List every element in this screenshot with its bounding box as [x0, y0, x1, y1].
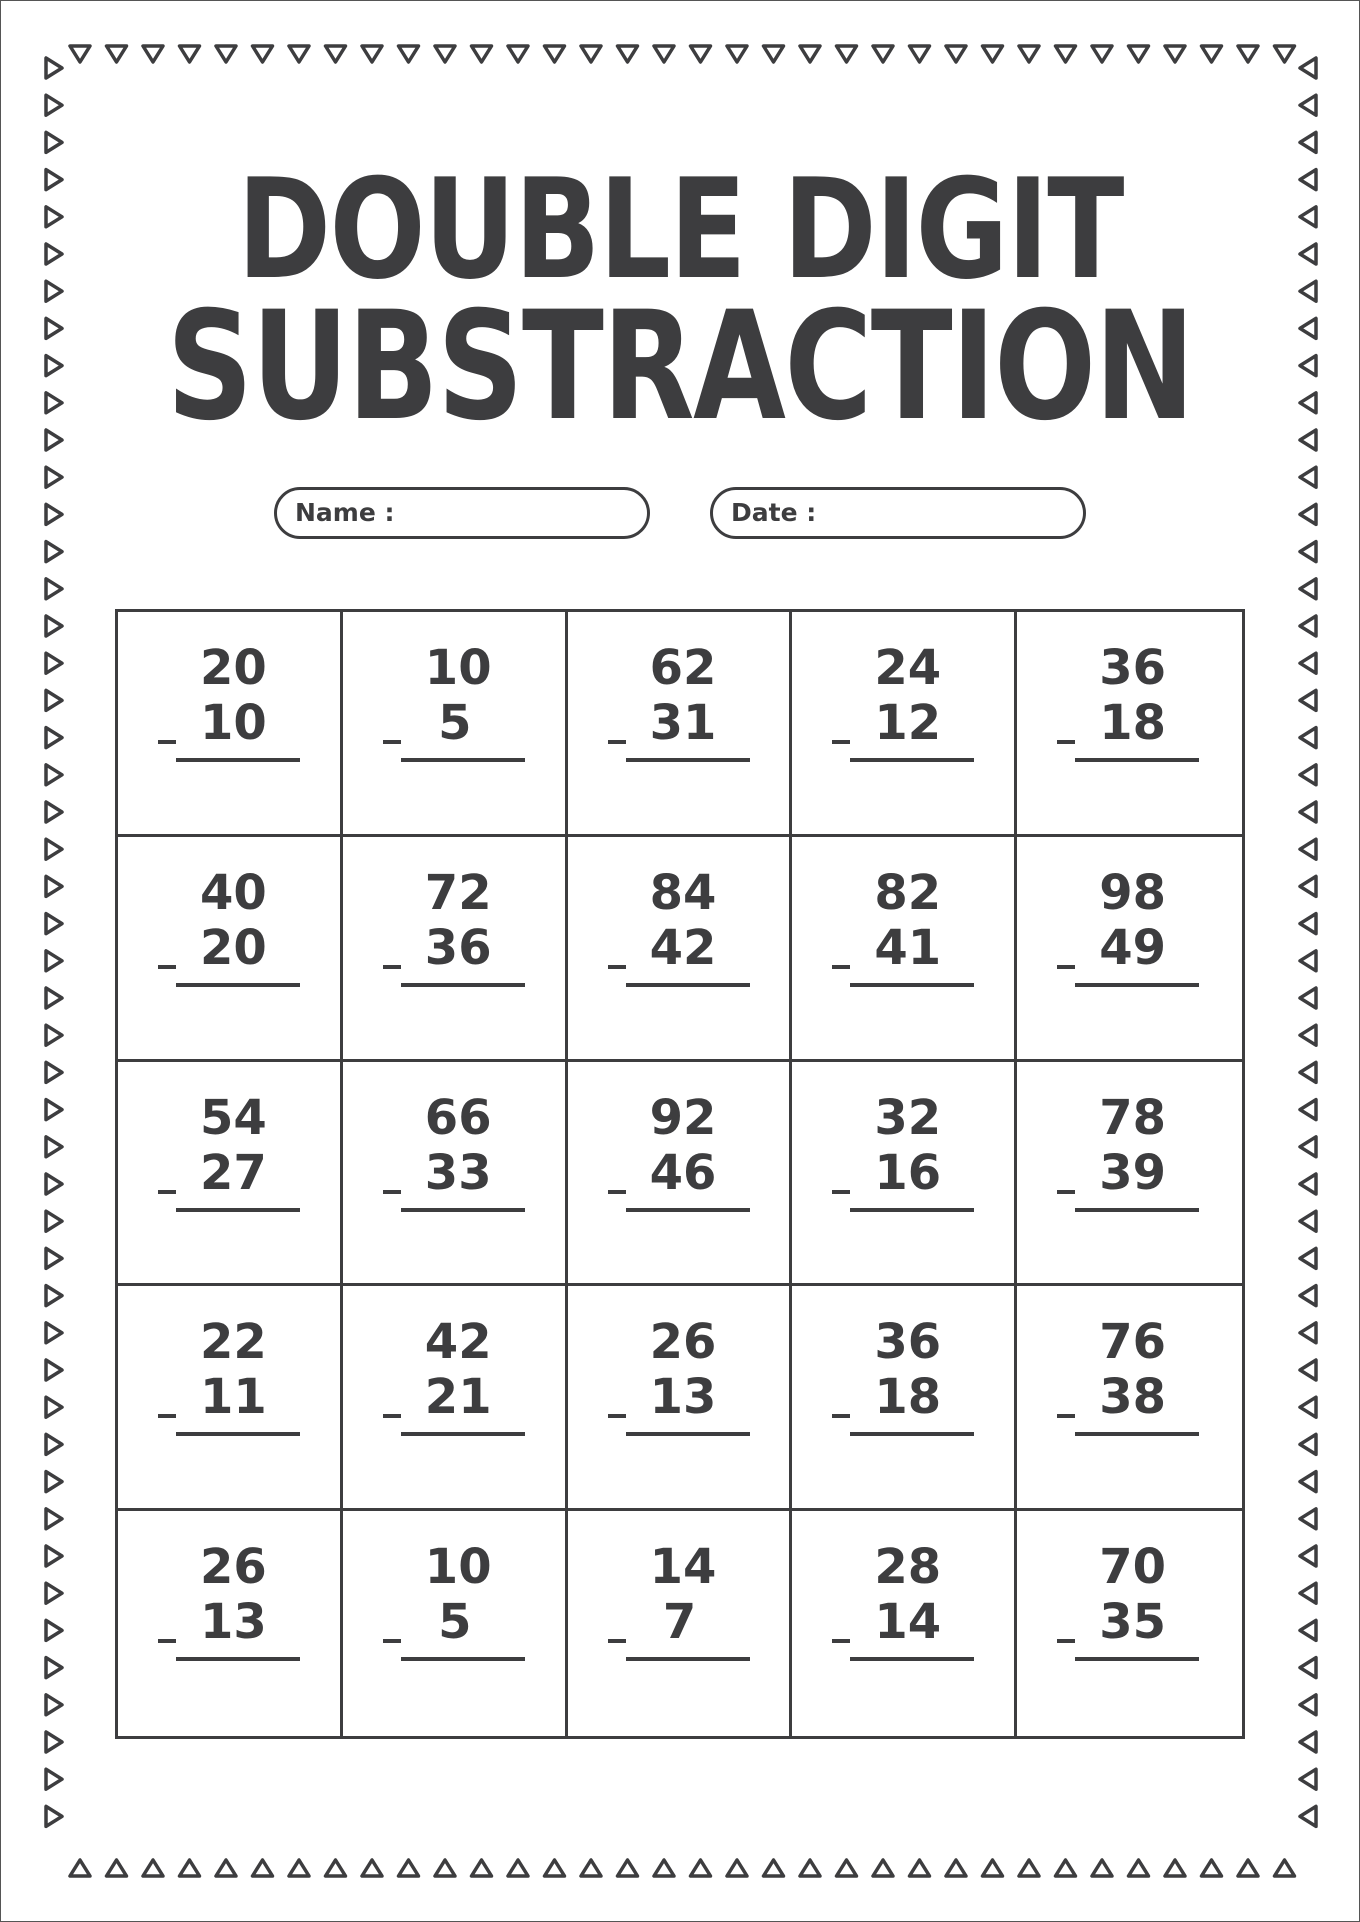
subtrahend: 5	[438, 695, 472, 751]
subtrahend: 20	[200, 919, 267, 976]
answer-line[interactable]	[626, 983, 750, 987]
subtrahend: 38	[1099, 1369, 1166, 1426]
answer-line[interactable]	[1075, 1657, 1199, 1661]
subtrahend: 14	[874, 1594, 942, 1651]
minuend: 26	[200, 1539, 267, 1596]
minuend: 78	[1099, 1089, 1166, 1146]
minus-sign-icon	[383, 1639, 401, 1643]
subtrahend: 18	[874, 1369, 942, 1426]
minuend: 22	[200, 1314, 267, 1371]
minuend: 26	[649, 1314, 717, 1371]
minuend: 42	[424, 1314, 492, 1371]
answer-line[interactable]	[176, 1657, 300, 1661]
minus-sign-icon	[1057, 1639, 1075, 1643]
name-field[interactable]	[274, 487, 650, 539]
minus-sign-icon	[608, 1414, 626, 1418]
subtrahend: 18	[1099, 695, 1166, 751]
problem-cell[interactable]	[343, 1062, 568, 1287]
answer-line[interactable]	[626, 1208, 750, 1212]
minus-sign-icon	[158, 1414, 176, 1418]
answer-line[interactable]	[176, 758, 300, 762]
problem-cell[interactable]	[343, 837, 568, 1062]
minuend: 36	[874, 1314, 942, 1371]
minus-sign-icon	[1057, 965, 1075, 969]
date-field[interactable]	[710, 487, 1086, 539]
minuend: 76	[1099, 1314, 1166, 1371]
subtrahend: 13	[200, 1594, 267, 1651]
answer-line[interactable]	[626, 758, 750, 762]
minuend: 98	[1099, 864, 1166, 921]
problem-cell[interactable]	[343, 1511, 568, 1736]
answer-line[interactable]	[1075, 1208, 1199, 1212]
answer-line[interactable]	[176, 1208, 300, 1212]
minus-sign-icon	[608, 740, 626, 744]
subtrahend: 12	[874, 695, 942, 751]
minus-sign-icon	[158, 965, 176, 969]
answer-line[interactable]	[626, 1432, 750, 1436]
subtrahend: 41	[874, 919, 942, 976]
problem-cell[interactable]	[1017, 1286, 1242, 1511]
minuend: 20	[200, 640, 267, 696]
minuend: 82	[874, 864, 942, 921]
problem-cell[interactable]	[343, 1286, 568, 1511]
minuend: 84	[649, 864, 717, 921]
minuend: 66	[424, 1089, 492, 1146]
problem-cell[interactable]	[568, 1062, 793, 1287]
answer-line[interactable]	[850, 1432, 974, 1436]
minus-sign-icon	[832, 1414, 850, 1418]
problem-cell[interactable]	[568, 1511, 793, 1736]
subtrahend: 13	[649, 1369, 717, 1426]
problem-cell[interactable]	[1017, 837, 1242, 1062]
answer-line[interactable]	[1075, 1432, 1199, 1436]
minuend: 54	[200, 1089, 267, 1146]
subtrahend: 21	[424, 1369, 492, 1426]
subtrahend: 10	[200, 695, 267, 751]
problem-cell[interactable]	[568, 612, 793, 837]
subtrahend: 31	[649, 695, 717, 751]
answer-line[interactable]	[401, 1432, 525, 1436]
subtrahend: 42	[649, 919, 717, 976]
minus-sign-icon	[158, 1190, 176, 1194]
problem-cell[interactable]	[792, 612, 1017, 837]
minus-sign-icon	[832, 740, 850, 744]
minuend: 24	[874, 640, 942, 696]
minus-sign-icon	[383, 1190, 401, 1194]
minus-sign-icon	[608, 965, 626, 969]
subtrahend: 46	[649, 1144, 717, 1201]
subtrahend: 16	[874, 1144, 942, 1201]
minuend: 72	[424, 864, 492, 921]
minuend: 92	[649, 1089, 717, 1146]
subtrahend: 27	[200, 1144, 267, 1201]
minus-sign-icon	[832, 1639, 850, 1643]
minuend: 32	[874, 1089, 942, 1146]
answer-line[interactable]	[850, 983, 974, 987]
minus-sign-icon	[383, 965, 401, 969]
problem-cell[interactable]	[792, 1286, 1017, 1511]
minus-sign-icon	[383, 740, 401, 744]
answer-line[interactable]	[1075, 983, 1199, 987]
problem-cell[interactable]	[568, 1286, 793, 1511]
minus-sign-icon	[608, 1190, 626, 1194]
problem-cell[interactable]	[792, 1062, 1017, 1287]
answer-line[interactable]	[176, 983, 300, 987]
minuend: 40	[200, 864, 267, 921]
subtrahend: 49	[1099, 919, 1166, 976]
answer-line[interactable]	[176, 1432, 300, 1436]
name-label: Name :	[295, 498, 395, 527]
minus-sign-icon	[158, 740, 176, 744]
answer-line[interactable]	[401, 758, 525, 762]
minus-sign-icon	[832, 1190, 850, 1194]
problem-cell[interactable]	[1017, 1511, 1242, 1736]
problem-cell[interactable]	[343, 612, 568, 837]
minus-sign-icon	[832, 965, 850, 969]
problem-cell[interactable]	[1017, 1062, 1242, 1287]
answer-line[interactable]	[401, 1657, 525, 1661]
answer-line[interactable]	[850, 1208, 974, 1212]
minus-sign-icon	[608, 1639, 626, 1643]
problem-cell[interactable]	[118, 1286, 343, 1511]
answer-line[interactable]	[850, 1657, 974, 1661]
problem-cell[interactable]	[568, 837, 793, 1062]
answer-line[interactable]	[850, 758, 974, 762]
answer-line[interactable]	[626, 1657, 750, 1661]
minuend: 14	[649, 1539, 717, 1596]
problem-cell[interactable]	[792, 1511, 1017, 1736]
minuend: 36	[1099, 640, 1166, 696]
subtrahend: 36	[424, 919, 492, 976]
minuend: 62	[649, 640, 717, 696]
problem-cell[interactable]	[118, 612, 343, 837]
minus-sign-icon	[1057, 740, 1075, 744]
page-title-line1: DOUBLE DIGIT	[237, 149, 1123, 310]
subtrahend: 35	[1099, 1594, 1166, 1651]
minuend: 10	[424, 1539, 492, 1596]
minuend: 28	[874, 1539, 942, 1596]
answer-line[interactable]	[1075, 758, 1199, 762]
page-title-line2: SUBSTRACTION	[166, 280, 1194, 454]
minus-sign-icon	[1057, 1414, 1075, 1418]
problem-cell[interactable]	[118, 1062, 343, 1287]
subtrahend: 7	[662, 1594, 697, 1651]
problem-grid	[115, 609, 1245, 1739]
answer-line[interactable]	[401, 983, 525, 987]
minus-sign-icon	[158, 1639, 176, 1643]
answer-line[interactable]	[401, 1208, 525, 1212]
subtrahend: 11	[200, 1369, 267, 1426]
subtrahend: 39	[1099, 1144, 1166, 1201]
date-label: Date :	[731, 498, 817, 527]
minuend: 70	[1099, 1539, 1166, 1596]
minus-sign-icon	[1057, 1190, 1075, 1194]
minuend: 10	[424, 640, 492, 696]
problem-cell[interactable]	[118, 1511, 343, 1736]
minus-sign-icon	[383, 1414, 401, 1418]
subtrahend: 33	[424, 1144, 492, 1201]
problem-cell[interactable]	[792, 837, 1017, 1062]
subtrahend: 5	[438, 1594, 472, 1651]
problem-cell[interactable]	[1017, 612, 1242, 837]
problem-cell[interactable]	[118, 837, 343, 1062]
